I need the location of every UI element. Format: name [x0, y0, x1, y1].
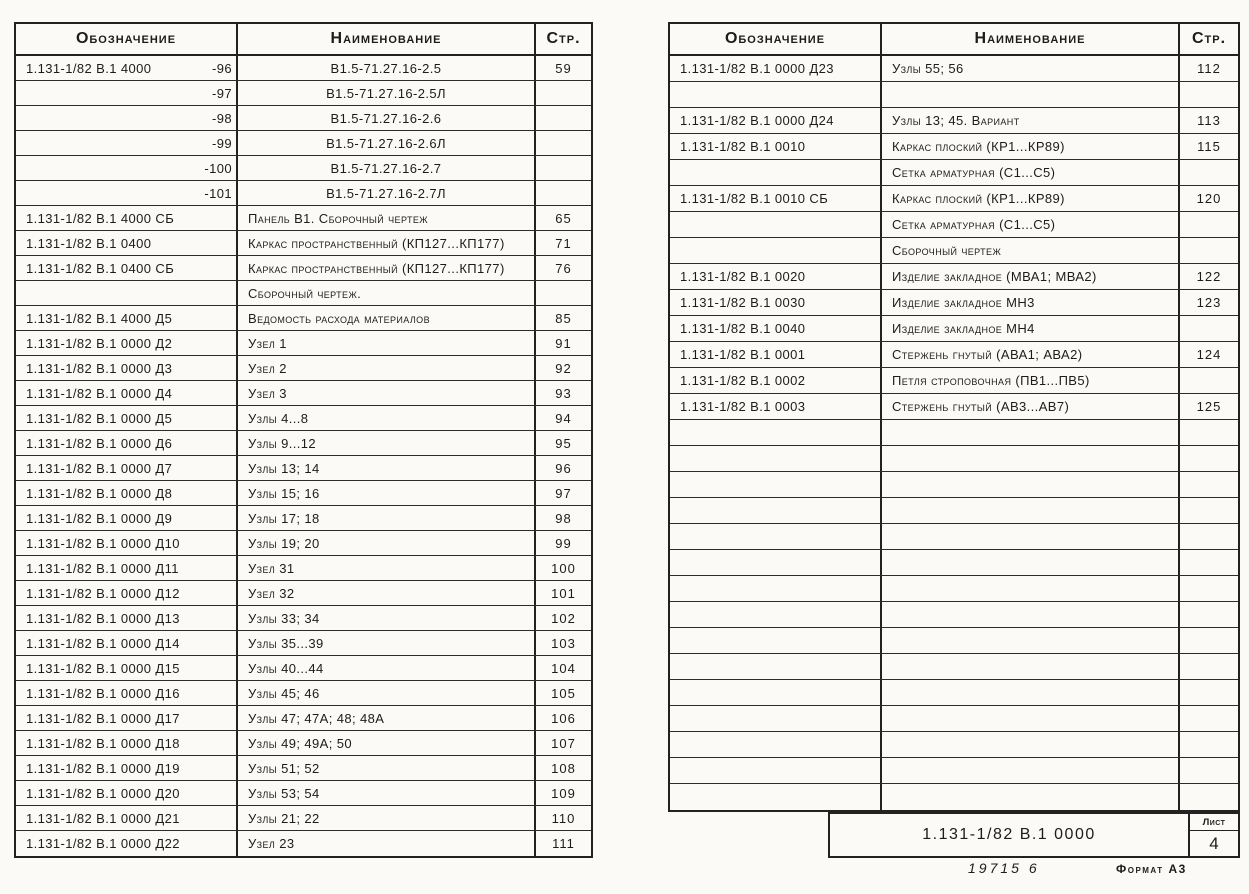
page-cell [536, 106, 591, 130]
name-cell [882, 420, 1180, 445]
designation-cell: 1.131-1/82 В.1 0000 Д17 [16, 706, 238, 730]
designation-suffix: -101 [204, 185, 232, 201]
designation-cell: 1.131-1/82 В.1 0000 Д11 [16, 556, 238, 580]
designation-cell: 1.131-1/82 В.1 0000 Д13 [16, 606, 238, 630]
designation-cell [670, 160, 882, 185]
name-cell: Каркас плоский (КР1...КР89) [882, 186, 1180, 211]
designation-cell [16, 156, 238, 180]
sheet-number: 4 [1209, 833, 1219, 853]
page-cell: 100 [551, 560, 576, 576]
table-row [670, 576, 1238, 602]
name-cell: Узлы 55; 56 [882, 56, 1180, 81]
designation-cell: 1.131-1/82 В.1 0000 Д6 [16, 431, 238, 455]
table-row [16, 806, 591, 831]
page-cell [536, 81, 591, 105]
designation-cell: 1.131-1/82 В.1 0000 Д4 [16, 381, 238, 405]
table-row [670, 680, 1238, 706]
table-row [16, 731, 591, 756]
table-row [670, 550, 1238, 576]
table-row [16, 631, 591, 656]
page-cell [1180, 82, 1238, 107]
designation-cell [670, 576, 882, 601]
table-row [670, 654, 1238, 680]
right-contents-table [668, 22, 1240, 812]
page-cell: 59 [555, 60, 572, 76]
page-cell: 91 [555, 335, 572, 351]
table-row [670, 498, 1238, 524]
name-cell: Узлы 4...8 [238, 406, 536, 430]
designation-cell: 1.131-1/82 В.1 0400 [16, 231, 238, 255]
left-contents-table [14, 22, 593, 858]
designation-cell [16, 106, 238, 130]
page-cell [536, 281, 591, 305]
page-cell [1180, 420, 1238, 445]
name-cell [882, 602, 1180, 627]
designation-cell [670, 706, 882, 731]
name-cell: Сборочный чертеж. [238, 281, 536, 305]
name-cell: В1.5-71.27.16-2.7Л [238, 181, 536, 205]
designation-cell [670, 472, 882, 497]
name-cell: Ведомость расхода материалов [238, 306, 536, 330]
designation-cell: 1.131-1/82 В.1 4000 СБ [16, 206, 238, 230]
designation-cell [16, 131, 238, 155]
table-row [16, 506, 591, 531]
table-row [16, 281, 591, 306]
page-cell [1180, 576, 1238, 601]
designation-suffix: -96 [212, 60, 232, 76]
name-cell [882, 524, 1180, 549]
name-cell [882, 472, 1180, 497]
sheet-box [1188, 814, 1238, 856]
table-row [670, 706, 1238, 732]
designation-suffix: -99 [212, 135, 232, 151]
name-cell [882, 654, 1180, 679]
name-cell: Узлы 51; 52 [238, 756, 536, 780]
column-header-name: Наименование [882, 24, 1180, 54]
name-cell: Изделие закладное МН3 [882, 290, 1180, 315]
designation-cell [670, 732, 882, 757]
page-cell [1180, 212, 1238, 237]
page-cell [1180, 446, 1238, 471]
name-cell: Узлы 49; 49А; 50 [238, 731, 536, 755]
name-cell: Узлы 9...12 [238, 431, 536, 455]
name-cell: В1.5-71.27.16-2.6 [238, 106, 536, 130]
page-cell: 112 [1197, 61, 1221, 76]
column-header-designation: Обозначение [670, 24, 882, 54]
page-cell [1180, 238, 1238, 263]
table-row [670, 628, 1238, 654]
name-cell: Узел 1 [238, 331, 536, 355]
designation-cell: 1.131-1/82 В.1 0020 [670, 264, 882, 289]
page-cell: 125 [1196, 399, 1222, 414]
page-cell [1180, 680, 1238, 705]
page-cell [1180, 316, 1238, 341]
designation-cell: 1.131-1/82 В.1 0000 Д7 [16, 456, 238, 480]
designation-cell [16, 56, 238, 80]
page-cell: 97 [555, 485, 572, 501]
column-header-designation: Обозначение [16, 24, 238, 54]
page-cell [1180, 654, 1238, 679]
designation-cell [670, 758, 882, 783]
table-row [16, 781, 591, 806]
table-row [670, 420, 1238, 446]
table-row [16, 656, 591, 681]
designation-cell: 1.131-1/82 В.1 0000 Д23 [670, 56, 882, 81]
page-cell: 76 [555, 260, 572, 276]
name-cell [882, 446, 1180, 471]
table-row [16, 306, 591, 331]
page-cell [1180, 706, 1238, 731]
table-row [670, 160, 1238, 186]
table-row [670, 368, 1238, 394]
page-cell: 103 [551, 635, 576, 651]
designation-cell [670, 602, 882, 627]
name-cell: Изделие закладное МН4 [882, 316, 1180, 341]
table-row [16, 481, 591, 506]
name-cell: Изделие закладное (МВА1; МВА2) [882, 264, 1180, 289]
page-cell: 106 [551, 710, 576, 726]
name-cell: Узлы 47; 47А; 48; 48А [238, 706, 536, 730]
name-cell [882, 82, 1180, 107]
designation-cell: 1.131-1/82 В.1 0000 Д8 [16, 481, 238, 505]
name-cell [882, 732, 1180, 757]
page-cell [1180, 758, 1238, 783]
table-row [16, 156, 591, 181]
table-row [16, 756, 591, 781]
name-cell: Узел 3 [238, 381, 536, 405]
designation-base: 1.131-1/82 В.1 4000 [26, 60, 152, 76]
name-cell: В1.5-71.27.16-2.5Л [238, 81, 536, 105]
page-cell: 96 [555, 460, 572, 476]
page-cell: 124 [1196, 347, 1222, 362]
page-cell: 111 [552, 836, 575, 851]
table-row [670, 186, 1238, 212]
table-row [670, 108, 1238, 134]
name-cell: Узлы 40...44 [238, 656, 536, 680]
designation-cell: 1.131-1/82 В.1 0000 Д22 [16, 831, 238, 856]
designation-cell: 1.131-1/82 В.1 0000 Д20 [16, 781, 238, 805]
name-cell: Узлы 33; 34 [238, 606, 536, 630]
page-cell [1180, 732, 1238, 757]
name-cell: Каркас пространственный (КП127...КП177) [238, 256, 536, 280]
table-row [670, 394, 1238, 420]
designation-cell: 1.131-1/82 В.1 0400 СБ [16, 256, 238, 280]
designation-cell: 1.131-1/82 В.1 0000 Д15 [16, 656, 238, 680]
column-header-page: Стр. [546, 30, 581, 47]
page-cell [1180, 550, 1238, 575]
name-cell: Узлы 15; 16 [238, 481, 536, 505]
designation-cell: 1.131-1/82 В.1 4000 Д5 [16, 306, 238, 330]
table-row [670, 472, 1238, 498]
name-cell: Узлы 19; 20 [238, 531, 536, 555]
name-cell: В1.5-71.27.16-2.7 [238, 156, 536, 180]
designation-cell [670, 212, 882, 237]
name-cell: Сетка арматурная (С1...С5) [882, 160, 1180, 185]
page-cell [1180, 368, 1238, 393]
table-row [16, 131, 591, 156]
page-cell [1180, 784, 1238, 810]
page-cell [536, 131, 591, 155]
name-cell: Узлы 35...39 [238, 631, 536, 655]
table-row [16, 606, 591, 631]
designation-cell: 1.131-1/82 В.1 0000 Д10 [16, 531, 238, 555]
page-cell: 93 [555, 385, 572, 401]
table-row [16, 331, 591, 356]
designation-cell: 1.131-1/82 В.1 0000 Д14 [16, 631, 238, 655]
table-row [670, 342, 1238, 368]
table-row [670, 446, 1238, 472]
name-cell: Каркас пространственный (КП127...КП177) [238, 231, 536, 255]
table-row [670, 316, 1238, 342]
page-cell: 65 [555, 210, 572, 226]
table-row [16, 256, 591, 281]
table-row [670, 290, 1238, 316]
column-header-page: Стр. [1191, 30, 1227, 47]
page-cell [1180, 524, 1238, 549]
table-row [16, 381, 591, 406]
name-cell: Узлы 45; 46 [238, 681, 536, 705]
designation-cell: 1.131-1/82 В.1 0030 [670, 290, 882, 315]
page-cell: 110 [551, 810, 576, 826]
column-header-name: Наименование [238, 24, 536, 54]
page-cell: 122 [1196, 269, 1222, 284]
name-cell: Узел 31 [238, 556, 536, 580]
page-cell: 109 [551, 785, 576, 801]
name-cell: Петля строповочная (ПВ1...ПВ5) [882, 368, 1180, 393]
designation-cell [670, 238, 882, 263]
designation-cell [670, 420, 882, 445]
table-row [16, 531, 591, 556]
page-cell [1180, 602, 1238, 627]
designation-cell [670, 446, 882, 471]
name-cell: Узлы 17; 18 [238, 506, 536, 530]
designation-cell [670, 550, 882, 575]
page-cell [1180, 472, 1238, 497]
table-row [16, 831, 591, 856]
table-row [670, 758, 1238, 784]
table-row [16, 681, 591, 706]
designation-cell [670, 524, 882, 549]
print-code: 19715 6 [968, 860, 1040, 876]
name-cell: Узел 23 [238, 831, 536, 856]
designation-cell: 1.131-1/82 В.1 0000 Д12 [16, 581, 238, 605]
name-cell: Каркас плоский (КР1...КР89) [882, 134, 1180, 159]
designation-cell: 1.131-1/82 В.1 0002 [670, 368, 882, 393]
table-row [670, 264, 1238, 290]
table-row [670, 238, 1238, 264]
name-cell: Узлы 13; 14 [238, 456, 536, 480]
designation-suffix: -98 [212, 110, 232, 126]
table-row [16, 406, 591, 431]
designation-cell [670, 784, 882, 810]
name-cell: Узлы 21; 22 [238, 806, 536, 830]
format-label: Формат А3 [1116, 862, 1187, 876]
title-block [828, 812, 1240, 858]
name-cell: Стержень гнутый (АВА1; АВА2) [882, 342, 1180, 367]
table-header-row [16, 24, 591, 56]
designation-suffix: -100 [204, 160, 232, 176]
table-row [16, 431, 591, 456]
page-cell: 85 [555, 310, 572, 326]
table-row [670, 784, 1238, 810]
name-cell: Панель В1. Сборочный чертеж [238, 206, 536, 230]
name-cell: Сетка арматурная (С1...С5) [882, 212, 1180, 237]
designation-cell: 1.131-1/82 В.1 0000 Д18 [16, 731, 238, 755]
page-cell [1180, 498, 1238, 523]
table-row [16, 56, 591, 81]
designation-cell [670, 680, 882, 705]
page-cell: 104 [551, 660, 576, 676]
designation-cell: 1.131-1/82 В.1 0000 Д16 [16, 681, 238, 705]
designation-cell [16, 81, 238, 105]
name-cell: Узлы 13; 45. Вариант [882, 108, 1180, 133]
designation-cell: 1.131-1/82 В.1 0010 [670, 134, 882, 159]
document-code: 1.131-1/82 В.1 0000 [922, 826, 1096, 843]
table-row [16, 356, 591, 381]
sheet-label: Лист [1190, 814, 1238, 831]
designation-cell [670, 82, 882, 107]
designation-cell: 1.131-1/82 В.1 0000 Д9 [16, 506, 238, 530]
page-cell: 102 [551, 610, 576, 626]
name-cell: Сборочный чертеж [882, 238, 1180, 263]
page-cell: 120 [1196, 191, 1222, 206]
designation-cell: 1.131-1/82 В.1 0000 Д21 [16, 806, 238, 830]
name-cell: Стержень гнутый (АВ3...АВ7) [882, 394, 1180, 419]
page-cell: 115 [1197, 139, 1221, 154]
designation-cell: 1.131-1/82 В.1 0000 Д2 [16, 331, 238, 355]
page-cell: 101 [551, 585, 576, 601]
designation-cell [16, 181, 238, 205]
page-cell: 108 [551, 760, 576, 776]
page-cell: 123 [1196, 295, 1222, 310]
page-cell [1180, 160, 1238, 185]
designation-cell: 1.131-1/82 В.1 0040 [670, 316, 882, 341]
designation-cell [670, 654, 882, 679]
table-row [16, 181, 591, 206]
page-cell [1180, 628, 1238, 653]
name-cell [882, 758, 1180, 783]
page-cell: 113 [1197, 113, 1221, 128]
page-cell: 99 [555, 535, 572, 551]
designation-cell [16, 281, 238, 305]
designation-cell: 1.131-1/82 В.1 0000 Д24 [670, 108, 882, 133]
page-cell [536, 156, 591, 180]
designation-cell: 1.131-1/82 В.1 0003 [670, 394, 882, 419]
designation-cell: 1.131-1/82 В.1 0000 Д3 [16, 356, 238, 380]
table-row [16, 456, 591, 481]
table-header-row [670, 24, 1238, 56]
name-cell: Узел 2 [238, 356, 536, 380]
table-row [16, 231, 591, 256]
name-cell [882, 784, 1180, 810]
page-cell: 71 [555, 235, 572, 251]
name-cell: В1.5-71.27.16-2.5 [238, 56, 536, 80]
table-row [16, 706, 591, 731]
table-row [670, 524, 1238, 550]
designation-cell: 1.131-1/82 В.1 0001 [670, 342, 882, 367]
name-cell [882, 628, 1180, 653]
table-row [16, 81, 591, 106]
designation-cell [670, 498, 882, 523]
name-cell [882, 680, 1180, 705]
table-row [670, 732, 1238, 758]
name-cell [882, 576, 1180, 601]
table-row [670, 82, 1238, 108]
designation-cell: 1.131-1/82 В.1 0010 СБ [670, 186, 882, 211]
name-cell: В1.5-71.27.16-2.6Л [238, 131, 536, 155]
page-cell: 107 [551, 735, 576, 751]
table-row [16, 581, 591, 606]
name-cell [882, 550, 1180, 575]
table-row [16, 206, 591, 231]
table-row [670, 212, 1238, 238]
page-cell [536, 181, 591, 205]
table-row [16, 556, 591, 581]
designation-cell [670, 628, 882, 653]
table-row [670, 56, 1238, 82]
designation-cell: 1.131-1/82 В.1 0000 Д5 [16, 406, 238, 430]
designation-suffix: -97 [212, 85, 232, 101]
page-cell: 92 [555, 360, 572, 376]
page-cell: 95 [555, 435, 572, 451]
table-row [670, 134, 1238, 160]
name-cell [882, 498, 1180, 523]
page-cell: 98 [555, 510, 572, 526]
table-row [16, 106, 591, 131]
designation-cell: 1.131-1/82 В.1 0000 Д19 [16, 756, 238, 780]
name-cell: Узлы 53; 54 [238, 781, 536, 805]
table-row [670, 602, 1238, 628]
page-cell: 94 [555, 410, 572, 426]
name-cell: Узел 32 [238, 581, 536, 605]
name-cell [882, 706, 1180, 731]
page-cell: 105 [551, 685, 576, 701]
